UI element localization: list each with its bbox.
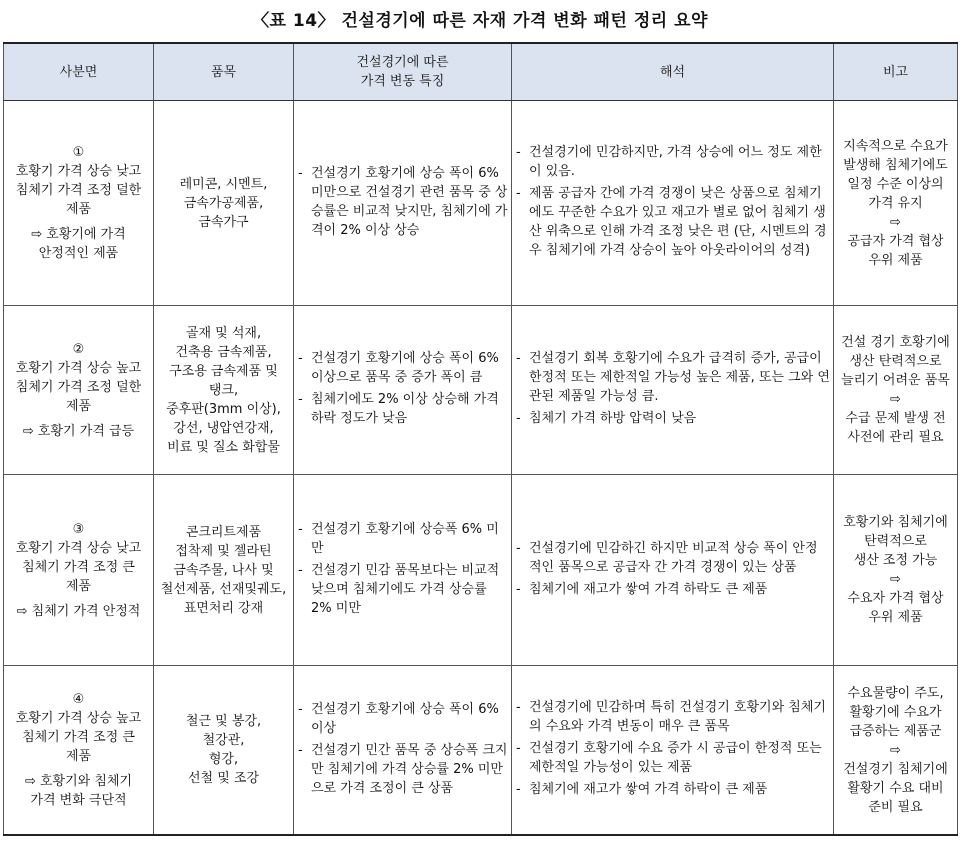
quadrant-arrow-text: ⇨ 호황기와 침체기 <box>24 774 133 789</box>
arrow-icon: ⇨ <box>890 742 901 758</box>
interp-item: - 건설경기에 민감하긴 하지만 비교적 상승 폭이 안정적인 품목으로 공급자 간 가격 경쟁이 있는 상품 <box>515 539 830 577</box>
interp-item: - 침체기에 재고가 쌓여 가격 하락도 큰 제품 <box>515 580 830 599</box>
quadrant-line: 호황기 가격 상승 높고 <box>15 360 142 376</box>
item-line: 금속가구 <box>198 214 249 230</box>
item-line: 철강관, <box>202 733 245 748</box>
item-line: 레미콘, 시멘트, <box>179 176 268 192</box>
trait-item: - 건설경기 민간 품목 중 상승폭 크지만 침체기에 가격 상승률 2% 미만으로 가격 조정이 큰 상품 <box>297 741 508 798</box>
header-row <box>4 43 958 101</box>
item-line: 표면처리 강재 <box>183 600 264 616</box>
note-line: 수요물량이 주도, <box>847 685 944 701</box>
interp-item: - 건설경기에 민감하며 특히 건설경기 호황기와 침체기의 수요와 가격 변동이 매우 큰 품목 <box>515 698 830 736</box>
item-line: 콘크리트제품 <box>185 524 262 540</box>
item-line: 강선, 냉압연강재, <box>173 420 274 436</box>
note-line: 급증하는 제품군 <box>849 723 942 739</box>
note-line: 수급 문제 발생 전 <box>845 411 946 426</box>
note-line: 사전에 관리 필요 <box>847 430 944 445</box>
note-line: 탄력적으로 <box>864 534 927 549</box>
quadrant-line: 침체기 가격 조정 덜한 <box>15 379 142 395</box>
note-line: 호황기와 침체기에 <box>843 515 948 530</box>
item-cell <box>154 306 294 475</box>
summary-table <box>3 42 958 836</box>
quadrant-arrow-text2: 안정적인 제품 <box>38 246 119 261</box>
note-line: 우위 제품 <box>868 252 923 268</box>
quadrant-line: 제품 <box>65 578 92 594</box>
interp-item: - 건설경기에 민감하지만, 가격 상승에 어느 정도 제한이 있음. <box>515 143 830 181</box>
quadrant-number: ④ <box>72 692 85 707</box>
item-line: 중후판(3mm 이상), <box>166 401 281 417</box>
quadrant-line: 호황기 가격 상승 낮고 <box>15 540 142 556</box>
trait-item: - 건설경기 호황기에 상승 폭이 6% 이상으로 품목 중 증가 폭이 큼 <box>297 349 508 387</box>
trait-cell <box>294 666 512 836</box>
note-cell <box>834 475 958 666</box>
quadrant-arrow-text: ⇨ 호황기에 가격 <box>31 227 126 242</box>
note-line: 지속적으로 수요가 <box>843 138 948 154</box>
note-line: 늘리기 어려운 품목 <box>841 373 950 388</box>
quadrant-arrow-text: ⇨ 호황기 가격 급등 <box>22 423 135 439</box>
quadrant-arrow-text2: 가격 변화 극단적 <box>30 793 127 808</box>
note-line: 우위 제품 <box>868 610 923 625</box>
quadrant-line: 침체기 가격 조정 큰 <box>22 559 135 575</box>
item-line: 형강, <box>208 752 239 767</box>
interpretation-cell <box>512 306 834 475</box>
quadrant-line: 침체기 가격 조정 덜한 <box>15 183 142 198</box>
quadrant-number: ② <box>72 341 85 357</box>
note-line: 준비 필요 <box>868 799 923 815</box>
header-item: 품목 <box>154 43 294 101</box>
quadrant-number: ① <box>72 145 85 160</box>
trait-item: - 건설경기 호황기에 상승 폭이 6% 미만으로 건설경기 관련 품목 중 상승률은 비교적 낮지만, 침체기에 가격이 2% 이상 상승 <box>297 164 508 240</box>
interp-item: - 침체기에 재고가 쌓여 가격 하락이 큰 제품 <box>515 780 830 799</box>
arrow-icon: ⇨ <box>890 214 901 230</box>
quadrant-cell <box>4 101 154 306</box>
note-cell <box>834 101 958 306</box>
item-cell <box>154 666 294 836</box>
note-line: 공급자 가격 협상 <box>847 233 944 249</box>
quadrant-line: 침체기 가격 조정 큰 <box>22 730 135 745</box>
item-line: 탱크, <box>208 382 239 398</box>
interp-item: - 건설경기 호황기에 수요 증가 시 공급이 한정적 또는 제한적일 가능성이 있는 제품 <box>515 739 830 777</box>
trait-item: - 건설경기 호황기에 상승폭 6% 미만 <box>297 520 508 558</box>
item-line: 선철 및 조강 <box>187 771 260 786</box>
note-line: 생산 조정 가능 <box>853 553 938 568</box>
item-line: 구조용 금속제품 및 <box>169 363 278 379</box>
item-line: 금속주물, 나사 및 <box>173 562 274 578</box>
quadrant-cell <box>4 666 154 836</box>
interpretation-cell <box>512 475 834 666</box>
table-row <box>4 666 958 836</box>
table-row <box>4 475 958 666</box>
item-line: 골재 및 석재, <box>185 325 262 341</box>
note-line: 생산 탄력적으로 <box>849 354 942 369</box>
quadrant-arrow-text: ⇨ 침체기 가격 안정적 <box>16 603 141 619</box>
trait-item: - 건설경기 민감 품목보다는 비교적 낮으며 침체기에도 가격 상승률 2% 미만 <box>297 561 508 618</box>
item-line: 비료 및 질소 화합물 <box>167 439 280 455</box>
quadrant-line: 호황기 가격 상승 높고 <box>15 711 142 726</box>
trait-item: - 침체기에도 2% 이상 상승해 가격 하락 정도가 낮음 <box>297 390 508 428</box>
quadrant-cell <box>4 306 154 475</box>
header-trait-line1: 건설경기에 따른 <box>356 55 449 70</box>
note-cell <box>834 666 958 836</box>
header-trait <box>294 43 512 101</box>
note-line: 수요자 가격 협상 <box>847 591 944 606</box>
item-line: 철선제품, 선재및궤도, <box>160 581 287 597</box>
interp-item: - 건설경기 회복 호황기에 수요가 급격히 증가, 공급이 한정적 또는 제한적일 가능성 높은 제품, 또는 그와 연관된 제품일 가능성 큼. <box>515 349 830 406</box>
note-line: 건설경기 침체기에 <box>843 761 948 777</box>
trait-item: - 건설경기 호황기에 상승 폭이 6% 이상 <box>297 700 508 738</box>
note-line: 활황기에 수요가 <box>849 704 942 720</box>
header-interpretation: 해석 <box>512 43 834 101</box>
note-line: 활황기 수요 대비 <box>847 780 944 796</box>
quadrant-line: 호황기 가격 상승 낮고 <box>15 164 142 179</box>
table-row <box>4 101 958 306</box>
header-note: 비고 <box>834 43 958 101</box>
quadrant-line: 제품 <box>65 202 92 217</box>
item-cell <box>154 101 294 306</box>
quadrant-cell <box>4 475 154 666</box>
note-line: 건설 경기 호황기에 <box>841 335 950 350</box>
note-line: 일정 수준 이상의 <box>847 176 944 192</box>
item-line: 철근 및 봉강, <box>185 714 262 729</box>
table-title: 〈표 14〉 건설경기에 따른 자재 가격 변화 패턴 정리 요약 <box>252 11 708 31</box>
table-row <box>4 306 958 475</box>
note-cell <box>834 306 958 475</box>
trait-cell <box>294 101 512 306</box>
arrow-icon: ⇨ <box>890 572 901 587</box>
quadrant-number: ③ <box>72 521 85 537</box>
quadrant-line: 제품 <box>65 398 92 414</box>
interpretation-cell <box>512 101 834 306</box>
trait-cell <box>294 475 512 666</box>
header-quadrant: 사분면 <box>4 43 154 101</box>
interpretation-cell <box>512 666 834 836</box>
interp-item: - 제품 공급자 간에 가격 경쟁이 낮은 상품으로 침체기에도 꾸준한 수요가 있고 재고가 별로 없어 침체기 생산 위축으로 인해 가격 조정 낮은 편 (단, 시멘트의 경우 침체기에 가격 상승이 높아 아웃라이어의 성격) <box>515 184 830 260</box>
interp-item: - 침체기 가격 하방 압력이 낮음 <box>515 409 830 428</box>
note-line: 발생해 침체기에도 <box>843 157 948 173</box>
quadrant-line: 제품 <box>65 749 92 764</box>
item-line: 건축용 금속제품, <box>175 344 272 360</box>
arrow-icon: ⇨ <box>890 392 901 407</box>
item-cell <box>154 475 294 666</box>
trait-cell <box>294 306 512 475</box>
header-trait-line2: 가격 변동 특징 <box>360 74 445 89</box>
item-line: 금속가공제품, <box>183 195 264 211</box>
item-line: 접착제 및 젤라틴 <box>175 543 272 559</box>
note-line: 가격 유지 <box>868 195 923 211</box>
